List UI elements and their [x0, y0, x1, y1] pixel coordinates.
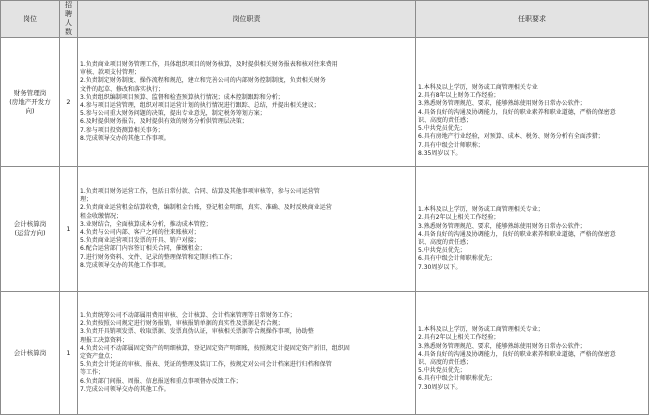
requirement-line: 5.中共党员优先； — [418, 367, 466, 375]
duties-cell — [78, 167, 416, 292]
duty-line: 4.参与项目运营管理，组织对项目运营计划的执行情况进行跟踪、总结，并提出相关建议； — [80, 102, 320, 109]
requirement-line: 识、高度的责任感； — [418, 359, 473, 366]
duty-line: 2.负责制定财务制度、操作流程和规范，建立和完善公司的内部财务控制制度，负责相关财务 — [80, 77, 326, 85]
duty-line: 1.负责商业项目财务管理工作，具体组织项目的财务核算，及时提供相关财务报表和核对往来费用 — [80, 60, 338, 68]
duties-cell — [78, 292, 416, 415]
requirement-line: 3.熟悉财务管理规范、要求，能够熟练使用财务日常办公软件； — [418, 222, 586, 230]
requirement-line: 1.本科及以上学历，财务或工商管理相关专业 — [418, 84, 538, 92]
duty-line: 理； — [80, 196, 93, 204]
requirement-line: 2.具有2年以上相关工作经验； — [418, 334, 500, 342]
requirement-line: 7.30周岁以下。 — [418, 383, 462, 391]
position-line: 会计核算岗 — [13, 348, 47, 357]
requirement-line: 7.30周岁以下。 — [418, 263, 462, 271]
headcount-cell: 2 — [60, 38, 78, 167]
header-position: 岗位 — [1, 1, 60, 38]
requirement-line: 8.35周岁以下。 — [418, 149, 462, 157]
header-duties: 岗位职责 — [78, 1, 416, 38]
duty-line: 4.负责公司不动部属固定资产的明细核算，登记固定资产明细账，按照规定计提固定资产折旧，组织固 — [80, 344, 350, 352]
position-line: 向) — [25, 106, 35, 115]
requirements-cell — [416, 167, 649, 292]
duty-line: 5.负责商业运营项目发票的开具、销户对接； — [80, 237, 200, 245]
duty-line: 6.及时提供财务报告，及时提供有效的财务分析供管理层决策； — [80, 118, 248, 126]
requirement-line: 1.本科及以上学历，财务或工商管理相关专业； — [418, 326, 544, 334]
duty-line: 定资产盘点； — [80, 353, 117, 360]
duty-line: 租金收缴情况； — [80, 212, 123, 220]
duty-line: 2.负责按照公司规定进行财务报销，审核报销单据的真实性及票据是否合规； — [80, 320, 284, 328]
header-headcount-line1: 招聘 — [65, 1, 72, 18]
requirement-line: 5.中共党员优先； — [418, 125, 466, 133]
headcount-cell: 1 — [60, 167, 78, 292]
duty-line: 等工作； — [80, 369, 105, 377]
position-line: 财务管理岗 — [13, 88, 47, 97]
requirement-line: 7.具有中级会计师职称； — [418, 141, 484, 149]
duty-line: 5.参与公司重大财务问题的决策，提出专业意见，制定税务筹划方案； — [80, 110, 266, 118]
requirement-line: 4.具备良好的沟通及协调能力，良好的职业素养和职业道德，严格的保密意 — [418, 108, 616, 116]
requirement-line: 6.具有房地产行业经验，对预算、成本、税务、财务分析有全面涉猎； — [418, 133, 604, 141]
duty-line: 文件的起草、修改和落实执行； — [80, 85, 165, 93]
duty-line: 3.业财结合，全面核算成本分析，推动成本管控； — [80, 220, 212, 228]
header-headcount-line2: 人数 — [65, 19, 72, 36]
duty-line: 审核、款项支付管理； — [80, 69, 141, 77]
table-row — [1, 292, 649, 415]
duty-line: 3.负责组织编制项目预算、监督和检查预算执行情况；成本控制跟踪和分析； — [80, 93, 284, 101]
duty-line: 6.负责部门间报、周报、信息报送和重点事项督办反馈工作； — [80, 377, 242, 385]
position-cell — [1, 38, 60, 167]
requirement-line: 识、高度的责任感； — [418, 116, 473, 124]
duty-line: 8.完成领导交办的其他工作事项。 — [80, 134, 170, 142]
requirement-line: 识、高度的责任感； — [418, 239, 473, 246]
position-line: 会计核算岗 — [13, 220, 47, 228]
header-headcount — [60, 1, 78, 38]
position-line: (房地产开发方 — [9, 97, 51, 106]
requirement-line: 4.具备良好的沟通及协调能力，良好的职业素养和职业道德，严格的保密意 — [418, 230, 616, 238]
requirement-line: 1.本科及以上学历，财务或工商管理相关专业； — [418, 206, 544, 214]
headcount-cell: 1 — [60, 292, 78, 415]
requirement-line: 3.熟悉财务管理规范、要求，能够熟练使用财务日常办公软件； — [418, 342, 586, 350]
requirement-line: 2.具有2年以上相关工作经验； — [418, 214, 500, 222]
duties-cell — [78, 38, 416, 167]
duty-line: 3.负责开具销项发票、收取票据、发票真伪认证，审核相关票据等合规操作事项，协助整 — [80, 328, 314, 336]
requirement-line: 6.具有中级会计师职称优先； — [418, 375, 496, 383]
position-line: (运营方向) — [14, 229, 46, 237]
table-row — [1, 167, 649, 292]
table-header-row — [1, 1, 649, 38]
duty-line: 理报工决算资料； — [80, 336, 129, 344]
requirement-line: 6.具有中级会计师职称优先； — [418, 255, 496, 263]
duty-line: 6.配合运营部门内容签订相关合同，催缴租金； — [80, 245, 206, 253]
duty-line: 7.进行财务资料、文件、记录的整理保管和定期归档工作； — [80, 253, 236, 261]
position-cell — [1, 167, 60, 292]
requirements-cell — [416, 292, 649, 415]
requirement-line: 5.中共党员优先； — [418, 247, 466, 255]
requirement-line: 4.具备良好的沟通及协调能力，良好的职业素养和职业道德，严格的保密意 — [418, 350, 616, 358]
duty-line: 1.负责项目财务运营工作，包括日常付款、合同、结算及其他事项审核等，参与公司运营管 — [80, 187, 320, 195]
duty-line: 5.负责会计凭证的审核、报表、凭证的整理及装订工作，按规定对公司会计档案进行归档和保管 — [80, 361, 332, 369]
requirement-line: 2.具有8年以上财务工作经验； — [418, 92, 500, 100]
header-requirements: 任职要求 — [416, 1, 649, 38]
requirement-line: 3.熟悉财务管理规范、要求，能够熟练使用财务日常办公软件； — [418, 100, 586, 108]
requirements-cell — [416, 38, 649, 167]
table-row — [1, 38, 649, 167]
duty-line: 7.完成公司领导交办的其他工作。 — [80, 385, 170, 393]
duty-line: 7.参与项目投资测算相关事务； — [80, 126, 164, 134]
position-cell — [1, 292, 60, 415]
duty-line: 8.完成领导交办的其他工作事项。 — [80, 261, 170, 269]
duty-line: 2.负责商业运营租金结算收费，编制租金台账，登记租金明细，真实、准确、及时反映商业运营 — [80, 204, 332, 212]
duty-line: 4.负责与公司内部、客户之间的往来账核对； — [80, 229, 200, 236]
duty-line: 1.负责统筹公司不动部属用费用审核、会计核算、会计档案管理等日常财务工作； — [80, 311, 296, 319]
